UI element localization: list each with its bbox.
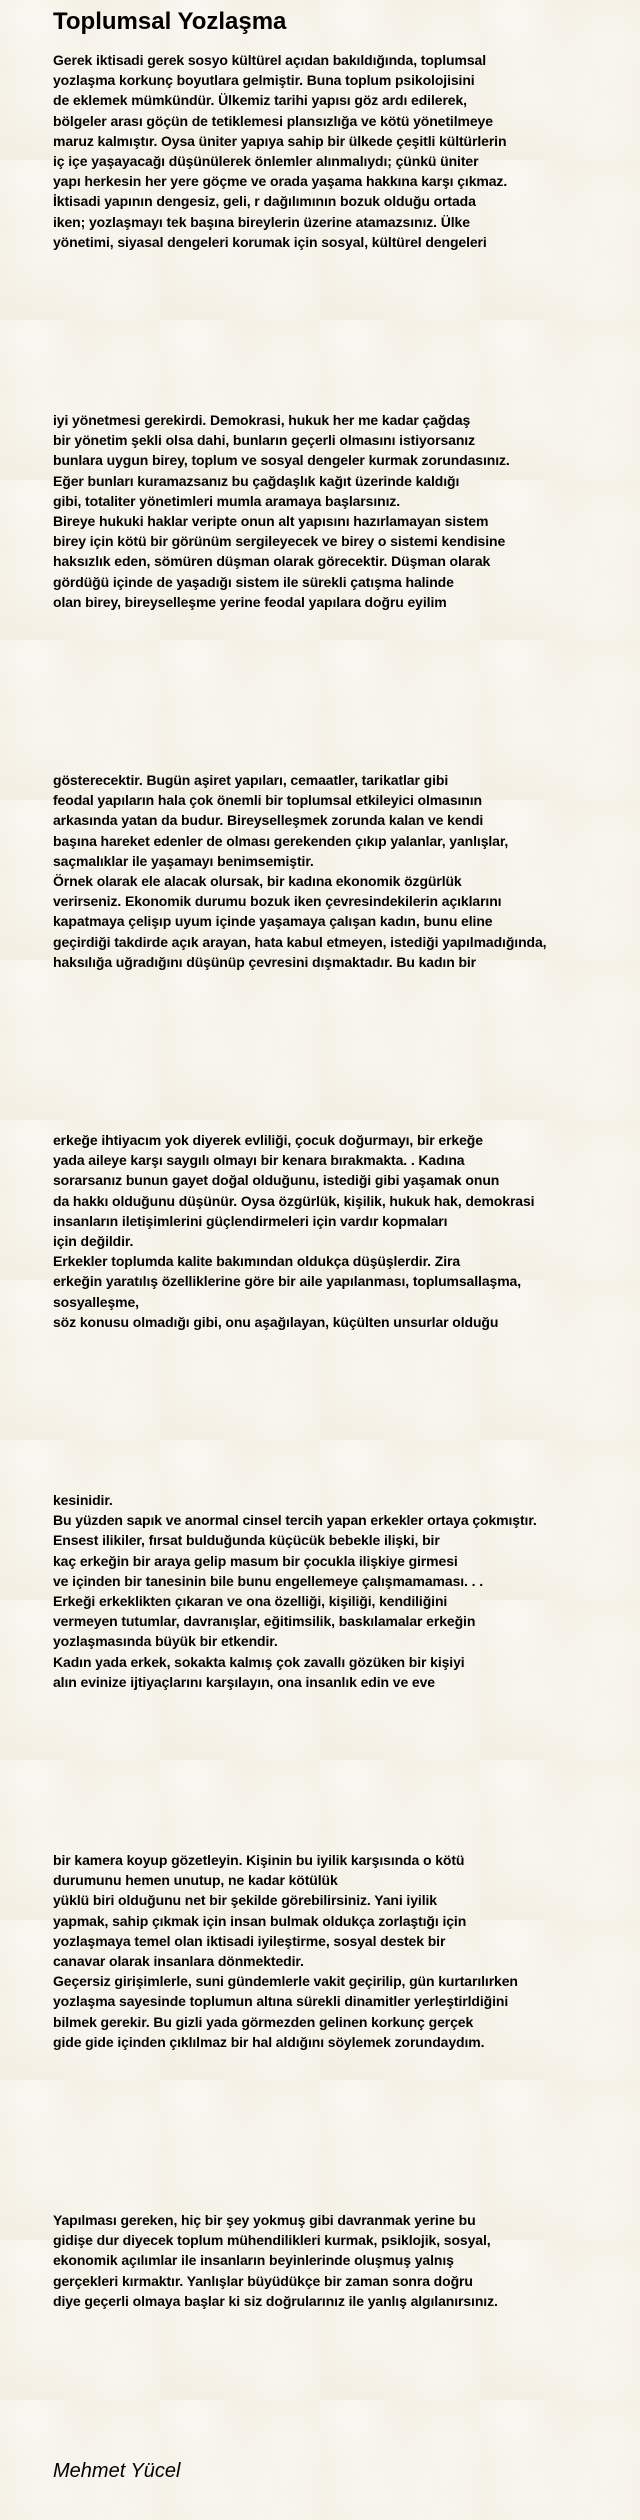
text-line: yozlaşmasında büyük bir etkendir. [53, 1633, 278, 1650]
paragraph-6 [53, 1850, 638, 2052]
text-line: birey için kötü bir görünüm sergileyecek ve birey o sistemi kendisine [53, 533, 506, 550]
text-line: Bu yüzden sapık ve anormal cinsel tercih yapan erkekler ortaya çokmıştır. [53, 1512, 537, 1529]
text-line: kesinidir. [53, 1492, 113, 1508]
text-line: da hakkı olduğunu düşünür. Oysa özgürlük, kişilik, hukuk hak, demokrasi [53, 1192, 535, 1209]
text-line: yapmak, sahip çıkmak için insan bulmak oldukça zorlaştığı için [53, 1912, 467, 1929]
paragraph-7 [53, 2210, 638, 2311]
text-line: Kadın yada erkek, sokakta kalmış çok zavallı gözüken bir kişiyi [53, 1653, 465, 1670]
text-line: söz konusu olmadığı gibi, onu aşağılayan, küçülten unsurlar olduğu [53, 1313, 499, 1330]
text-line: gerçekleri kırmaktır. Yanlışlar büyüdükçe bir zaman sonra doğru [53, 2272, 473, 2289]
text-line: verirseniz. Ekonomik durumu bozuk iken çevresindekilerin açıklarını [53, 893, 502, 910]
paragraph-4 [53, 1130, 638, 1332]
text-line: Gerek iktisadi gerek sosyo kültürel açıdan bakıldığında, toplumsal [53, 52, 486, 68]
text-line: alın evinize ijtiyaçlarını karşılayın, ona insanlık edin ve eve [53, 1673, 435, 1690]
text-line: de eklemek mümkündür. Ülkemiz tarihi yapısı göz ardı edilerek, [53, 92, 467, 109]
text-line: kaç erkeğin bir araya gelip masum bir çocukla ilişkiye girmesi [53, 1552, 458, 1569]
text-line: bir kamera koyup gözetleyin. Kişinin bu iyilik karşısında o kötü [53, 1852, 465, 1868]
text-line: yozlaşma korkunç boyutlara gelmiştir. Buna toplum psikolojisini [53, 72, 475, 89]
paragraph-1 [53, 50, 638, 252]
text-line: Erkekler toplumda kalite bakımından oldukça düşüşlerdir. Zira [53, 1253, 461, 1270]
text-line: erkeğin yaratılış özelliklerine göre bir aile yapılanması, toplumsallaşma, [53, 1273, 522, 1290]
text-line: insanların iletişimlerini güçlendirmeleri için vardır kopmaları [53, 1212, 448, 1229]
text-line: iyi yönetmesi gerekirdi. Demokrasi, hukuk her me kadar çağdaş [53, 412, 471, 428]
text-line: canavar olarak insanlara dönmektedir. [53, 1953, 304, 1970]
text-line: bölgeler arası göçün de tetiklemesi plansızlığa ve kötü yönetilmeye [53, 112, 493, 129]
text-line: diye geçerli olmaya başlar ki siz doğrularınız ile yanlış algılanırsınız. [53, 2292, 498, 2309]
text-line: ekonomik açılımlar ile insanların beyinlerinde oluşmuş yalnış [53, 2252, 454, 2269]
text-line: bilmek gerekir. Bu gizli yada görmezden gelinen korkunç gerçek [53, 2013, 474, 2030]
text-line: yüklü biri olduğunu net bir şekilde görebilirsiniz. Yani iyilik [53, 1892, 437, 1909]
text-line: Örnek olarak ele alacak olursak, bir kadına ekonomik özgürlük [53, 873, 462, 890]
text-line: saçmalıklar ile yaşamayı benimsemiştir. [53, 852, 314, 869]
text-line: sosyalleşme, [53, 1293, 139, 1310]
text-line: haksılığa uğradığını düşünüp çevresini dışmaktadır. Bu kadın bir [53, 953, 477, 970]
text-line: sorarsanız bunun gayet doğal olduğunu, istediği gibi yaşamak onun [53, 1172, 500, 1189]
text-line: gidişe dur diyecek toplum mühendilikleri kurmak, psiklojik, sosyal, [53, 2232, 491, 2249]
page-title: Toplumsal Yozlaşma [53, 8, 287, 35]
text-line: maruz kalmıştır. Oysa üniter yapıya sahip bir ülkede çeşitli kültürlerin [53, 132, 507, 149]
text-line: Bireye hukuki haklar veripte onun alt yapısını hazırlamayan sistem [53, 513, 489, 530]
text-line: kapatmaya çelişıp uyum içinde yaşamaya çalışan kadın, bunu eline [53, 913, 493, 930]
text-line: bir yönetim şekli olsa dahi, bunların geçerli olmasını istiyorsanız [53, 432, 475, 449]
paragraph-3 [53, 770, 638, 972]
text-line: yönetimi, siyasal dengeleri korumak için sosyal, kültürel dengeleri [53, 233, 487, 250]
text-line: olan birey, bireyselleşme yerine feodal yapılara doğru eyilim [53, 593, 447, 610]
text-line: geçirdiği takdirde açık arayan, hata kabul etmeyen, istediği yapılmadığında, [53, 933, 547, 950]
text-line: vermeyen tutumlar, davranışlar, eğitimsilik, baskılamalar erkeğin [53, 1613, 476, 1630]
text-line: yozlaşmaya temel olan iktisadi iyileştirme, sosyal destek bir [53, 1932, 446, 1949]
text-line: durumunu hemen unutup, ne kadar kötülük [53, 1872, 338, 1889]
paragraph-5 [53, 1490, 638, 1692]
text-line: Yapılması gereken, hiç bir şey yokmuş gibi davranmak yerine bu [53, 2212, 476, 2228]
text-line: Geçersiz girişimlerle, suni gündemlerle vakit geçirilip, gün kurtarılırken [53, 1973, 518, 1990]
text-line: Erkeği erkeklikten çıkaran ve ona özelliği, kişiliği, kendiliğini [53, 1593, 448, 1610]
text-line: gide gide içinden çıklılmaz bir hal aldığını söylemek zorundaydım. [53, 2033, 485, 2050]
text-line: iç içe yaşayacağı düşünülerek önlemler alınmalıydı; çünkü üniter [53, 153, 479, 170]
text-line: feodal yapıların hala çok önemli bir toplumsal etkileyici olmasının [53, 792, 482, 809]
text-line: ve içinden bir tanesinin bile bunu engellemeye çalışmamaması. . . [53, 1572, 483, 1589]
text-line: yozlaşma sayesinde toplumun altına sürekli dinamitler yerleştirldiğini [53, 1993, 509, 2010]
text-line: Ensest ilikiler, fırsat bulduğunda küçücük bebekle ilişki, bir [53, 1532, 440, 1549]
author-signature: Mehmet Yücel [53, 2460, 181, 2482]
text-line: İktisadi yapının dengesiz, geli, r dağılımının bozuk olduğu ortada [53, 193, 476, 210]
text-line: başına hareket edenler de olması gerekenden çıkıp yalanlar, yanlışlar, [53, 832, 509, 849]
text-line: arkasında yatan da budur. Bireyselleşmek zorunda kalan ve kendi [53, 812, 484, 829]
text-line: haksızlık eden, sömüren düşman olarak görecektir. Düşman olarak [53, 553, 491, 570]
text-line: gibi, totaliter yönetimleri mumla aramaya başlarsınız. [53, 492, 401, 509]
text-line: gösterecektir. Bugün aşiret yapıları, cemaatler, tarikatlar gibi [53, 772, 449, 788]
text-line: yada aileye karşı saygılı olmayı bir kenara bırakmakta. . Kadına [53, 1152, 465, 1169]
text-line: gördüğü içinde de yaşadığı sistem ile sürekli çatışma halinde [53, 573, 454, 590]
paragraph-2 [53, 410, 638, 612]
text-line: bunlara uygun birey, toplum ve sosyal dengeler kurmak zorundasınız. [53, 452, 510, 469]
text-line: için değildir. [53, 1233, 134, 1250]
text-line: erkeğe ihtiyacım yok diyerek evliliği, çocuk doğurmayı, bir erkeğe [53, 1132, 483, 1148]
text-line: Eğer bunları kuramazsanız bu çağdaşlık kağıt üzerinde kaldığı [53, 472, 460, 489]
text-line: yapı herkesin her yere göçme ve orada yaşama hakkına karşı çıkmaz. [53, 173, 508, 190]
text-line: iken; yozlaşmayı tek başına bireylerin üzerine atamazsınız. Ülke [53, 213, 470, 230]
